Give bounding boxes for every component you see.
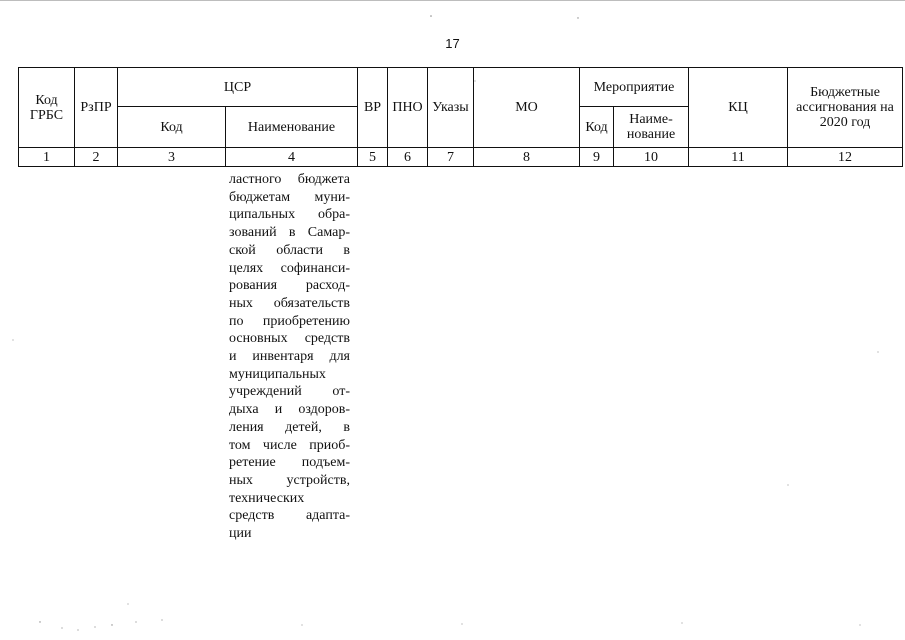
header-rzpr: РзПР (75, 68, 118, 148)
continuation-line: ципальных обра- (229, 207, 350, 223)
continuation-line: дыха и оздоров- (229, 402, 350, 418)
continuation-line: муниципальных (229, 366, 326, 382)
header-kod-grbs: Код ГРБС (19, 68, 75, 148)
continuation-line: по приобретению (229, 313, 350, 329)
continuation-line: том числе приоб- (229, 437, 350, 453)
column-number: 4 (226, 148, 358, 167)
continuation-line: и инвентаря для (229, 349, 350, 365)
continuation-line: зований в Самар- (229, 225, 350, 241)
continuation-line: ных обязательств (229, 295, 350, 311)
column-number: 11 (689, 148, 788, 167)
continuation-line: бюджетам муни- (229, 189, 350, 205)
header-mer-kod: Код (580, 107, 614, 148)
continuation-line: ретение подъем- (229, 455, 350, 471)
header-kc: КЦ (689, 68, 788, 148)
column-number: 2 (75, 148, 118, 167)
header-pno: ПНО (388, 68, 428, 148)
header-csr-name: Наименование (226, 107, 358, 148)
continuation-line: рования расход- (229, 278, 350, 294)
column-number: 8 (474, 148, 580, 167)
header-csr: ЦСР (118, 68, 358, 107)
continuation-line: основных средств (229, 331, 350, 347)
continuation-line: ления детей, в (229, 419, 350, 435)
continuation-line: учреждений от- (229, 384, 350, 400)
header-budget: Бюджетные ассигнования на 2020 год (788, 68, 903, 148)
column-number: 9 (580, 148, 614, 167)
continuation-line: ластного бюджета (229, 172, 350, 187)
column-number: 1 (19, 148, 75, 167)
header-mer-name: Наиме-нование (614, 107, 689, 148)
column-number: 7 (428, 148, 474, 167)
continuation-line: средств адапта- (229, 508, 350, 524)
column-number: 5 (358, 148, 388, 167)
header-meropriyatie: Мероприятие (580, 68, 689, 107)
column-number: 12 (788, 148, 903, 167)
column-number: 3 (118, 148, 226, 167)
continuation-line: ской области в (229, 242, 350, 258)
column-number: 6 (388, 148, 428, 167)
header-ukazy: Указы (428, 68, 474, 148)
continuation-line: ции (229, 526, 252, 542)
header-csr-kod: Код (118, 107, 226, 148)
header-vr: ВР (358, 68, 388, 148)
continuation-line: технических (229, 490, 305, 506)
continuation-line: ных устройств, (229, 472, 350, 488)
page-number: 17 (445, 36, 460, 51)
header-mo: МО (474, 68, 580, 148)
continuation-line: целях софинанси- (229, 260, 350, 276)
column-number: 10 (614, 148, 689, 167)
